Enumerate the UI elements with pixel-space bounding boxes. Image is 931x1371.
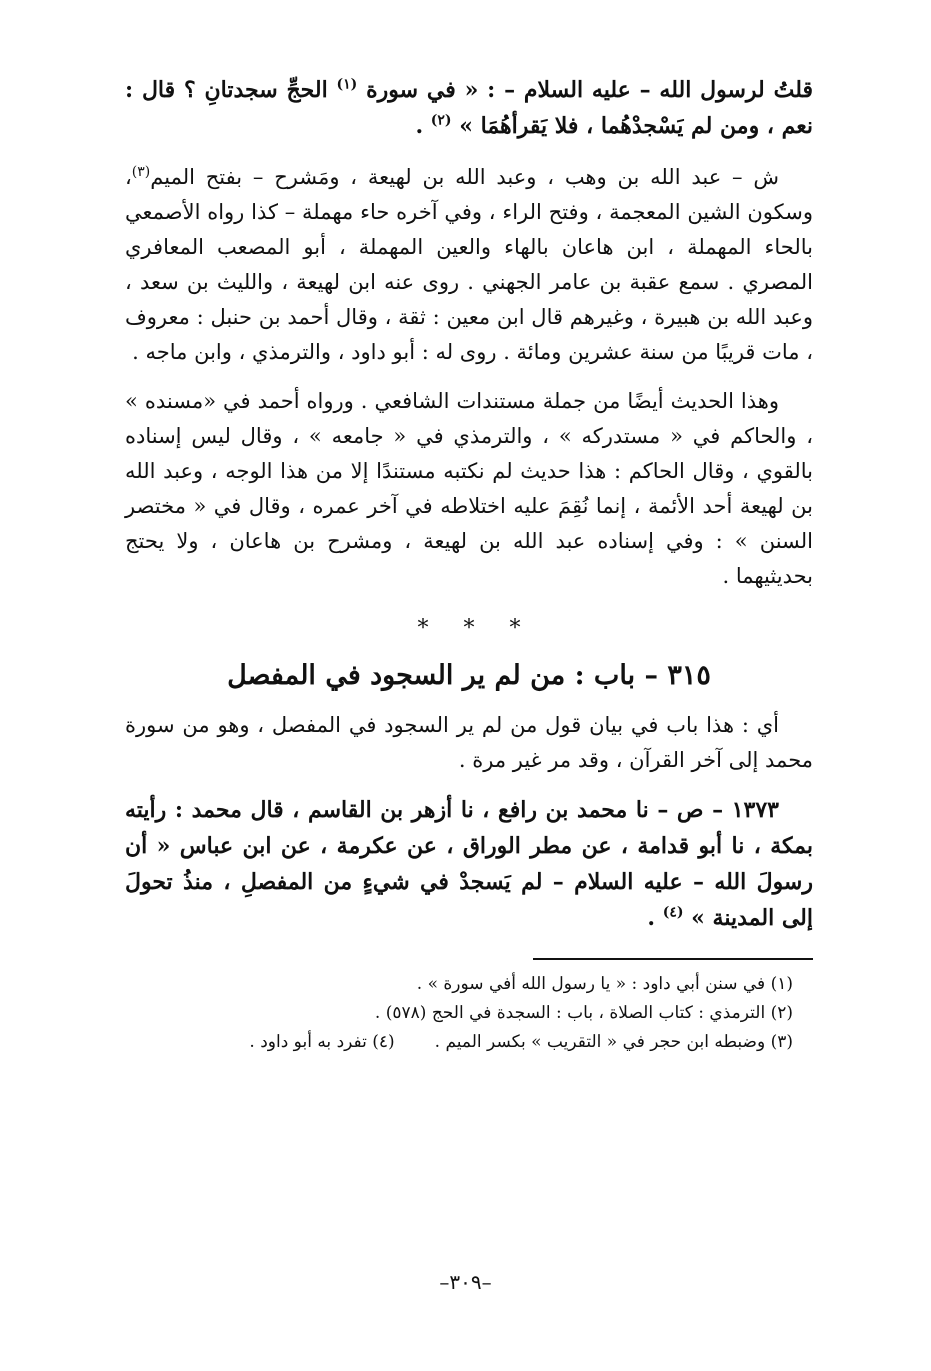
footnote-3-4-row: [125, 1028, 793, 1057]
p2-text-a: ش – عبد الله بن وهب ، وعبد الله بن لهيعة ، ومَشرح – بفتح الميم: [150, 165, 779, 189]
footnote-separator-wrap: [125, 958, 813, 960]
p1-text-b: الحجِّ سجدتانِ ؟ قال : نعم ، ومن لم يَسْجدْهُما ، فلا يَقرأهُمَا »: [125, 77, 813, 139]
commentary-narrators-paragraph: [125, 160, 813, 370]
footnote-ref-4: (٤): [662, 904, 684, 921]
commentary-sources-paragraph: وهذا الحديث أيضًا من جملة مستندات الشافعي . ورواه أحمد في «مسنده » ، والحاكم في « مستدركه » ، والترمذي في « جامعه » ، وقال ليس إسناده بالقوي ، وقال الحاكم : هذا حديث لم نكتبه مستندًا إلا من هذا الوجه ، وعبد الله بن لهيعة أحد الأئمة ، إنما نُقِمَ عليه اختلاطه في آخر عمره ، وقال في « مختصر السنن » : وفي إسناده عبد الله بن لهيعة ، ومشرح بن هاعان ، ولا يحتج بحديثيهما .: [125, 389, 813, 588]
section-separator: * * *: [417, 616, 521, 641]
footnote-2: (٢) الترمذي : كتاب الصلاة ، باب : السجدة في الحج (٥٧٨) .: [374, 1003, 793, 1023]
chapter-explanation-paragraph: أي : هذا باب في بيان قول من لم ير السجود في المفصل ، وهو من سورة محمد إلى آخر القرآن ، وقد مر غير مرة .: [125, 713, 813, 772]
hadith-1373-paragraph: [125, 792, 813, 936]
chapter-title: ٣١٥ – باب : من لم ير السجود في المفصل: [227, 660, 711, 691]
footnote-1: (١) في سنن أبي داود : « يا رسول الله أفي سورة » .: [416, 974, 793, 994]
p1-text-c: .: [415, 113, 431, 139]
p5-text-a: ١٣٧٣ – ص – نا محمد بن رافع ، نا أزهر بن القاسم ، قال محمد : رأيته بمكة ، نا أبو قدامة ، عن مطر الوراق ، عن عكرمة ، عن ابن عباس « أن رسولَ الله – عليه السلام – لم يَسجدْ في شيءٍ من المفصلِ ، منذُ تحولَ إلى المدينة »: [125, 797, 813, 931]
footnote-3: (٣) وضبطه ابن حجر في « التقريب » بكسر الميم .: [434, 1032, 793, 1052]
page-number: –٣٠٩–: [439, 1270, 492, 1294]
p2-text-b: ، وسكون الشين المعجمة ، وفتح الراء ، وفي آخره حاء مهملة – كذا رواه الأصمعي بالحاء المهملة ، ابن هاعان بالهاء والعين المهملة ، أبو المصعب المعافري المصري . سمع عقبة بن عامر الجهني . روى عنه ابن لهيعة ، والليث بن سعد ، وعبد الله بن هبيرة ، وغيرهم قال ابن معين : ثقة ، وقال أحمد بن حنبل : معروف ، مات قريبًا من سنة عشرين ومائة . روى له : أبو داود ، والترمذي ، وابن ماجه .: [125, 165, 813, 364]
p1-text-a: قلتُ لرسول الله – عليه السلام – : « في سورة: [357, 77, 813, 103]
footnote-4: (٤) تفرد به أبو داود .: [249, 1032, 395, 1052]
footnote-separator-line: [533, 958, 813, 960]
footnote-ref-3: (٣): [131, 164, 151, 180]
footnote-ref-2: (٢): [430, 112, 452, 129]
footnote-ref-1: (١): [336, 76, 358, 93]
hadith-continuation-paragraph: [125, 72, 813, 144]
p5-text-b: .: [647, 905, 663, 931]
footnotes: [125, 970, 813, 1057]
page-body: [125, 72, 813, 1057]
